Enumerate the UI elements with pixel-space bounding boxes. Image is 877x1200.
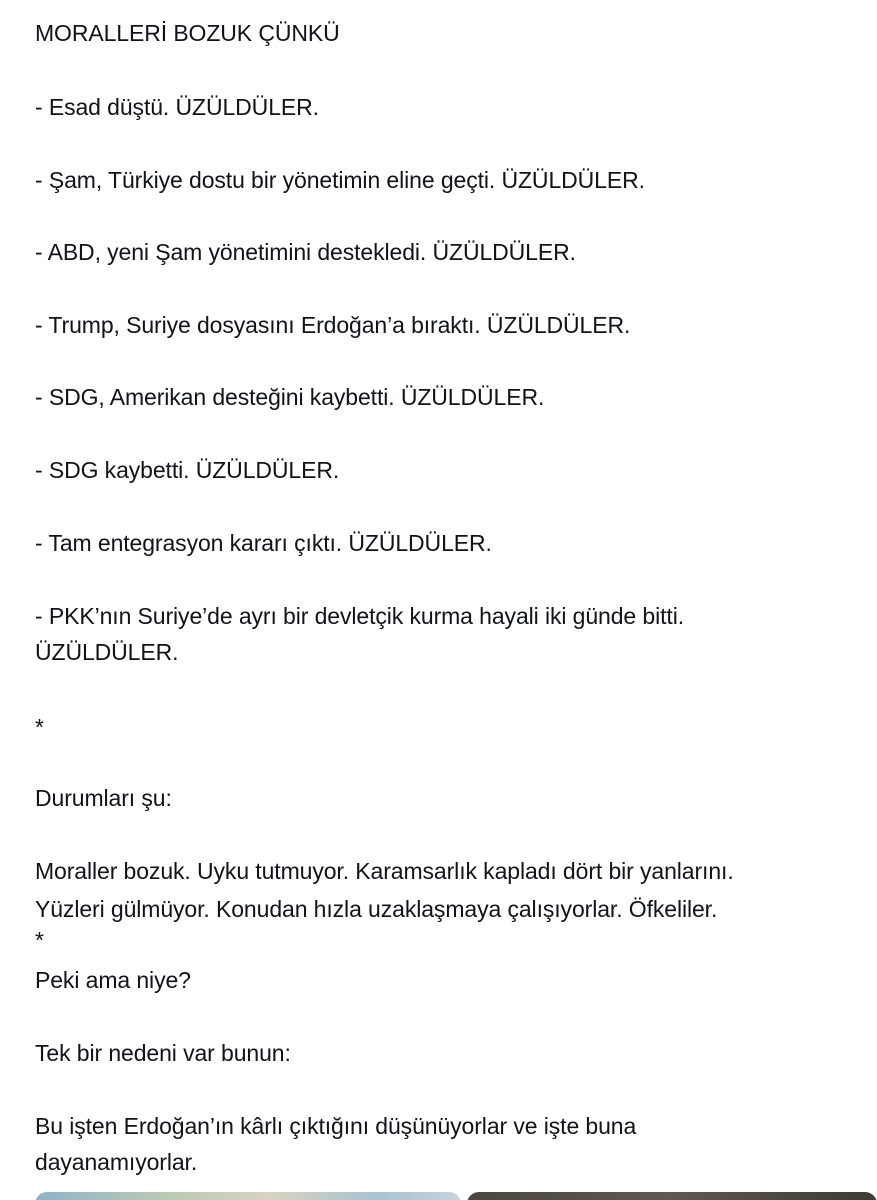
media-thumbnail[interactable] (467, 1192, 877, 1200)
post-line: Peki ama niye? (35, 967, 191, 993)
post-line: Durumları şu: (35, 785, 172, 811)
post-line-heading: MORALLERİ BOZUK ÇÜNKÜ (35, 20, 340, 46)
post-line: dayanamıyorlar. (35, 1149, 198, 1175)
post-separator: * (35, 714, 44, 740)
post-line: - Trump, Suriye dosyasını Erdoğan’a bıraktı. ÜZÜLDÜLER. (35, 312, 631, 338)
post-line: - SDG, Amerikan desteğini kaybetti. ÜZÜLDÜLER. (35, 384, 545, 410)
media-attachments (35, 1192, 877, 1200)
media-thumbnail[interactable] (35, 1192, 461, 1200)
post-line: Yüzleri gülmüyor. Konudan hızla uzaklaşmaya çalışıyorlar. Öfkeliler. (35, 896, 718, 922)
post-line: - Şam, Türkiye dostu bir yönetimin eline geçti. ÜZÜLDÜLER. (35, 167, 645, 193)
post-line: - ABD, yeni Şam yönetimini destekledi. ÜZÜLDÜLER. (35, 239, 576, 265)
post-separator: * (35, 927, 44, 953)
post-line: Moraller bozuk. Uyku tutmuyor. Karamsarlık kapladı dört bir yanlarını. (35, 858, 734, 884)
post-line: - PKK’nın Suriye’de ayrı bir devletçik kurma hayali iki günde bitti. (35, 603, 684, 629)
post-line: Tek bir nedeni var bunun: (35, 1040, 291, 1066)
post-line: ÜZÜLDÜLER. (35, 639, 179, 665)
post-line: Bu işten Erdoğan’ın kârlı çıktığını düşünüyorlar ve işte buna (35, 1113, 637, 1139)
post-line: - SDG kaybetti. ÜZÜLDÜLER. (35, 457, 340, 483)
post-line: - Tam entegrasyon kararı çıktı. ÜZÜLDÜLER. (35, 530, 492, 556)
post-line: - Esad düştü. ÜZÜLDÜLER. (35, 94, 319, 120)
